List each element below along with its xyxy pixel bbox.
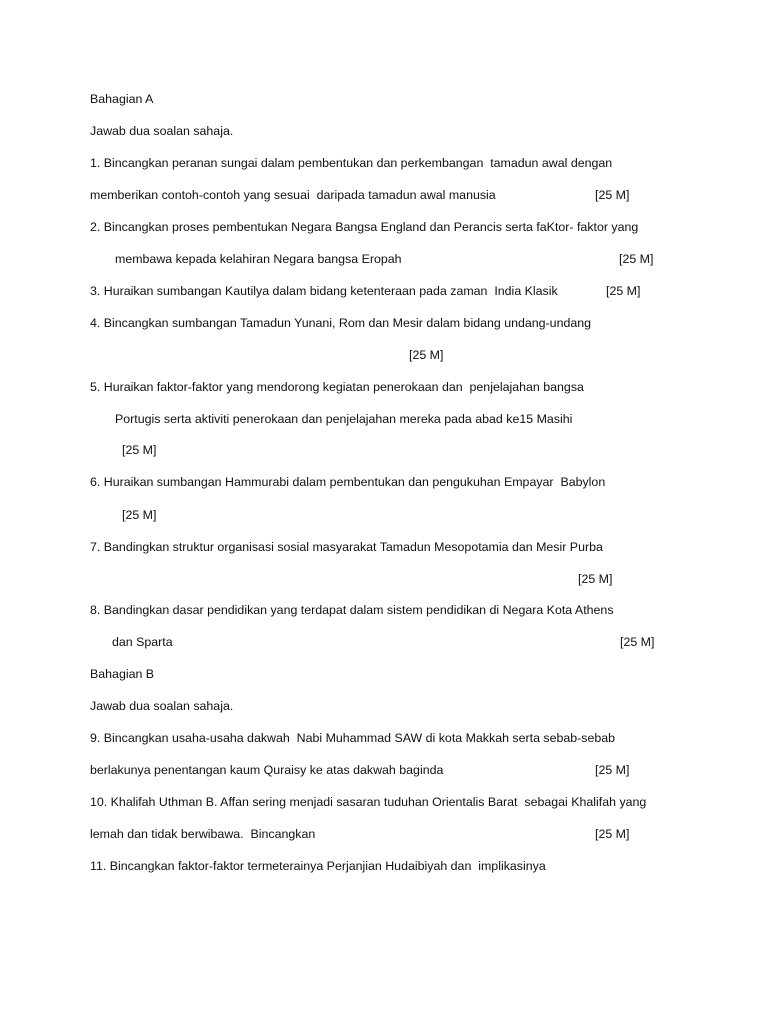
question-1-marks: [25 M] — [595, 188, 630, 202]
question-1-line-1: 1. Bincangkan peranan sungai dalam pembentukan dan perkembangan tamadun awal dengan — [90, 156, 613, 170]
question-5-line-2: Portugis serta aktiviti penerokaan dan penjelajahan mereka pada abad ke15 Masihi — [115, 412, 573, 426]
question-7-marks: [25 M] — [578, 572, 613, 586]
question-5-marks: [25 M] — [122, 443, 157, 457]
section-a-heading: Bahagian A — [90, 92, 154, 106]
question-1-line-2: memberikan contoh-contoh yang sesuai daripada tamadun awal manusia — [90, 188, 496, 202]
question-8-line-2: dan Sparta — [112, 635, 173, 649]
question-2-marks: [25 M] — [619, 252, 654, 266]
question-7-line-1: 7. Bandingkan struktur organisasi sosial masyarakat Tamadun Mesopotamia dan Mesir Purba — [90, 540, 603, 554]
section-b-instruction: Jawab dua soalan sahaja. — [90, 699, 234, 713]
question-2-line-1: 2. Bincangkan proses pembentukan Negara Bangsa England dan Perancis serta faKtor- faktor yang — [90, 220, 639, 234]
question-9-marks: [25 M] — [595, 763, 630, 777]
question-6-line-1: 6. Huraikan sumbangan Hammurabi dalam pembentukan dan pengukuhan Empayar Babylon — [90, 475, 606, 489]
question-8-line-1: 8. Bandingkan dasar pendidikan yang terdapat dalam sistem pendidikan di Negara Kota Athens — [90, 603, 614, 617]
question-8-marks: [25 M] — [620, 635, 655, 649]
question-4-line-1: 4. Bincangkan sumbangan Tamadun Yunani, Rom dan Mesir dalam bidang undang-undang — [90, 316, 592, 330]
question-2-line-2: membawa kepada kelahiran Negara bangsa Eropah — [115, 252, 402, 266]
question-9-line-1: 9. Bincangkan usaha-usaha dakwah Nabi Muhammad SAW di kota Makkah serta sebab-sebab — [90, 731, 616, 745]
question-10-line-2: lemah dan tidak berwibawa. Bincangkan — [90, 827, 316, 841]
question-5-line-1: 5. Huraikan faktor-faktor yang mendorong kegiatan penerokaan dan penjelajahan bangsa — [90, 380, 584, 394]
question-3-line-1: 3. Huraikan sumbangan Kautilya dalam bidang ketenteraan pada zaman India Klasik — [90, 284, 558, 298]
question-6-marks: [25 M] — [122, 508, 157, 522]
question-9-line-2: berlakunya penentangan kaum Quraisy ke atas dakwah baginda — [90, 763, 444, 777]
question-4-marks: [25 M] — [409, 348, 444, 362]
question-3-marks: [25 M] — [606, 284, 641, 298]
question-10-marks: [25 M] — [595, 827, 630, 841]
section-b-heading: Bahagian B — [90, 667, 155, 681]
question-11-line-1: 11. Bincangkan faktor-faktor termeterainya Perjanjian Hudaibiyah dan implikasinya — [90, 859, 546, 873]
question-10-line-1: 10. Khalifah Uthman B. Affan sering menjadi sasaran tuduhan Orientalis Barat sebagai Khalifah yang — [90, 795, 647, 809]
section-a-instruction: Jawab dua soalan sahaja. — [90, 124, 234, 138]
